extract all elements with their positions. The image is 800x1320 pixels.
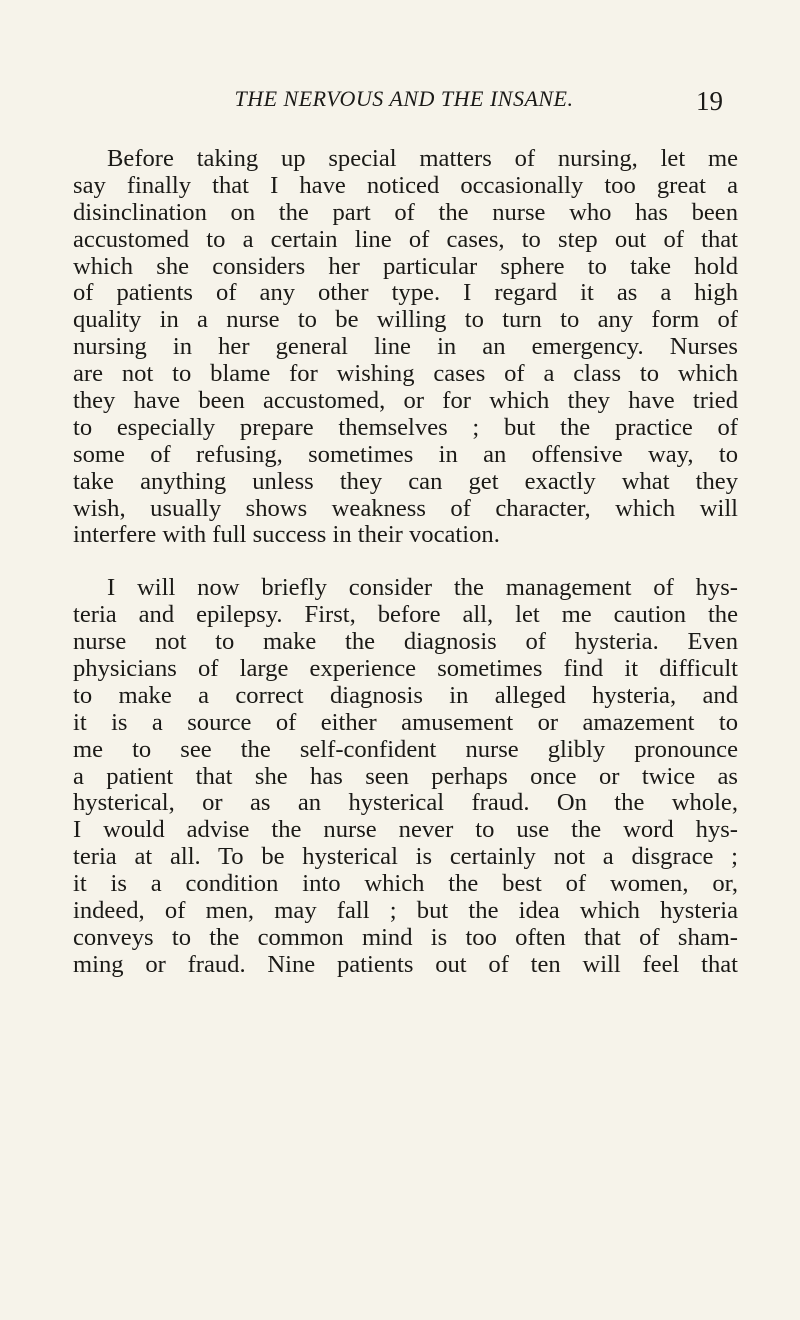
text-line: to make a correct diagnosis in alleged hysteria, and — [73, 681, 738, 709]
text-line: quality in a nurse to be willing to turn to any form of — [73, 306, 738, 334]
text-line: interfere with full success in their vocation. — [73, 521, 500, 549]
text-line: physicians of large experience sometimes find it difficult — [73, 655, 738, 683]
text-line: hysterical, or as an hysterical fraud. On the whole, — [73, 789, 738, 817]
text-line: conveys to the common mind is too often that of sham- — [73, 923, 738, 951]
text-line: are not to blame for wishing cases of a class to which — [73, 360, 738, 388]
paragraph-1 — [73, 146, 738, 549]
text-line: nursing in her general line in an emergency. Nurses — [73, 333, 738, 361]
text-line: a patient that she has seen perhaps once or twice as — [73, 762, 738, 790]
text-line: it is a condition into which the best of women, or, — [73, 870, 738, 898]
running-head: THE NERVOUS AND THE INSANE. — [234, 86, 574, 111]
text-line: disinclination on the part of the nurse who has been — [73, 198, 738, 226]
text-line: ming or fraud. Nine patients out of ten will feel that — [73, 950, 738, 978]
paragraph-gap — [73, 549, 738, 575]
text-line: Before taking up special matters of nursing, let me — [107, 145, 738, 172]
text-line: me to see the self-confident nurse glibly pronounce — [73, 735, 738, 763]
text-line: it is a source of either amusement or amazement to — [73, 708, 738, 736]
text-line: to especially prepare themselves ; but the practice of — [73, 413, 738, 441]
text-line: say finally that I have noticed occasionally too great a — [73, 171, 738, 199]
text-line: of patients of any other type. I regard it as a high — [73, 279, 738, 307]
text-line: wish, usually shows weakness of character, which will — [73, 494, 738, 522]
text-line: some of refusing, sometimes in an offensive way, to — [73, 440, 738, 468]
text-line: indeed, of men, may fall ; but the idea which hysteria — [73, 897, 738, 925]
page-number: 19 — [696, 86, 723, 116]
text-line: they have been accustomed, or for which they have tried — [73, 387, 738, 415]
text-line: accustomed to a certain line of cases, to step out of that — [73, 225, 738, 253]
text-line: nurse not to make the diagnosis of hysteria. Even — [73, 628, 738, 656]
text-line: I will now briefly consider the management of hys- — [107, 574, 738, 602]
text-line: teria and epilepsy. First, before all, let me caution the — [73, 601, 738, 629]
body-text — [73, 146, 738, 979]
text-line: I would advise the nurse never to use the word hys- — [73, 816, 738, 844]
text-line: take anything unless they can get exactly what they — [73, 467, 738, 495]
paragraph-2 — [73, 575, 738, 978]
text-line: which she considers her particular sphere to take hold — [73, 252, 738, 280]
text-line: teria at all. To be hysterical is certainly not a disgrace ; — [73, 843, 738, 871]
